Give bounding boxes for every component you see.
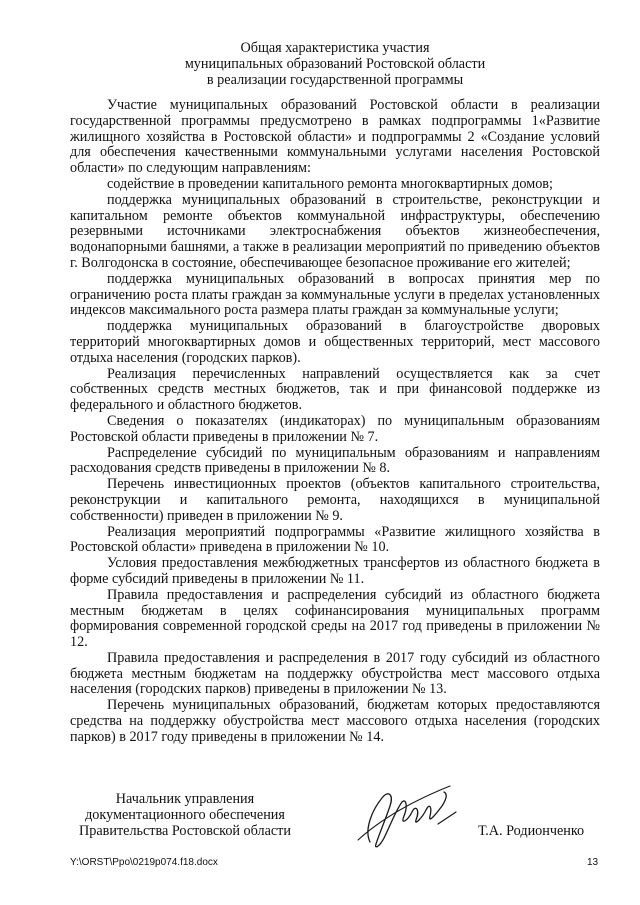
paragraph-funding: Реализация перечисленных направлений осуществляется как за счет собственных средств местных бюджетов, так и при финансовой поддержке из федерального и областного бюджетов.: [70, 365, 600, 414]
paragraph-appendix-10: Реализация мероприятий подпрограммы «Развитие жилищного хозяйства в Ростовской области» приведена в приложении № 10.: [70, 523, 600, 556]
signatory-line-3: Правительства Ростовской области: [79, 823, 291, 839]
title-line-3: в реализации государственной программы: [206, 72, 464, 88]
paragraph-appendix-9: Перечень инвестиционных проектов (объектов капитального строительства, реконструкции и капитального ремонта, находящихся в муниципальной собственности) приведен в приложении № 9.: [70, 476, 600, 524]
document-title: [70, 40, 600, 88]
paragraph-intro: Участие муниципальных образований Ростовской области в реализации государственной программы предусмотрено в рамках подпрограммы 1«Развитие жилищного хозяйства в Ростовской области» и подпрограммы 2 «Создание условий для обеспечения качественными коммунальными услугами населения Ростовской области» по следующим направлениям:: [70, 97, 600, 177]
title-line-1: Общая характеристика участия: [240, 40, 430, 56]
paragraph-direction-1: содействие в проведении капитального ремонта многоквартирных домов;: [107, 175, 553, 192]
signatory-position: [70, 791, 300, 839]
paragraph-appendix-12: Правила предоставления и распределения субсидий из областного бюджета местным бюджетам в целях софинансирования муниципальных программ формирования современной городской среды на 2017 год приведены в приложении № 12.: [70, 586, 600, 651]
signatory-line-2: документационного обеспечения: [85, 807, 285, 823]
title-line-2: муниципальных образований Ростовской области: [184, 56, 486, 72]
paragraph-direction-2: поддержка муниципальных образований в строительстве, реконструкции и капитальном ремонте объектов коммунальной инфраструктуры, обеспечению резервными источниками электроснабжения объектов жизнеобеспечения, водонапорными башнями, а также в реализации мероприятий по приведению объектов г. Волгодонска в состояние, обеспечивающее безопасное проживание его жителей;: [70, 191, 600, 271]
paragraph-appendix-7: Сведения о показателях (индикаторах) по муниципальным образованиям Ростовской области приведены в приложении № 7.: [70, 412, 600, 445]
paragraph-appendix-8: Распределение субсидий по муниципальным образованиям и направлениям расходования средств приведены в приложении № 8.: [70, 444, 600, 477]
signatory-line-1: Начальник управления: [115, 791, 255, 807]
paragraph-appendix-11: Условия предоставления межбюджетных трансфертов из областного бюджета в форме субсидий приведены в приложении № 11.: [70, 555, 600, 587]
footer-file-path: Y:\ORST\Ppo\0219p074.f18.docx: [70, 857, 218, 868]
paragraph-appendix-13: Правила предоставления и распределения в 2017 году субсидий из областного бюджета местным бюджетам на поддержку обустройства мест массового отдыха населения (городских парков) приведены в приложении № 13.: [70, 649, 600, 698]
signatory-name: Т.А. Родионченко: [478, 823, 585, 839]
handwritten-signature: [350, 780, 460, 860]
paragraph-direction-3: поддержка муниципальных образований в вопросах принятия мер по ограничению роста платы граждан за коммунальные услуги в пределах установленных индексов максимального роста размера платы граждан за коммунальные услуги;: [70, 270, 600, 319]
page-number: 13: [587, 857, 599, 868]
paragraph-appendix-14: Перечень муниципальных образований, бюджетам которых предоставляются средства на поддержку обустройства мест массового отдыха населения (городских парков) в 2017 году приведены в приложении № 14.: [70, 697, 600, 745]
document-body: [70, 98, 600, 746]
paragraph-direction-4: поддержка муниципальных образований в благоустройстве дворовых территорий многоквартирных домов и общественных территорий, мест массового отдыха населения (городских парков).: [70, 318, 600, 366]
